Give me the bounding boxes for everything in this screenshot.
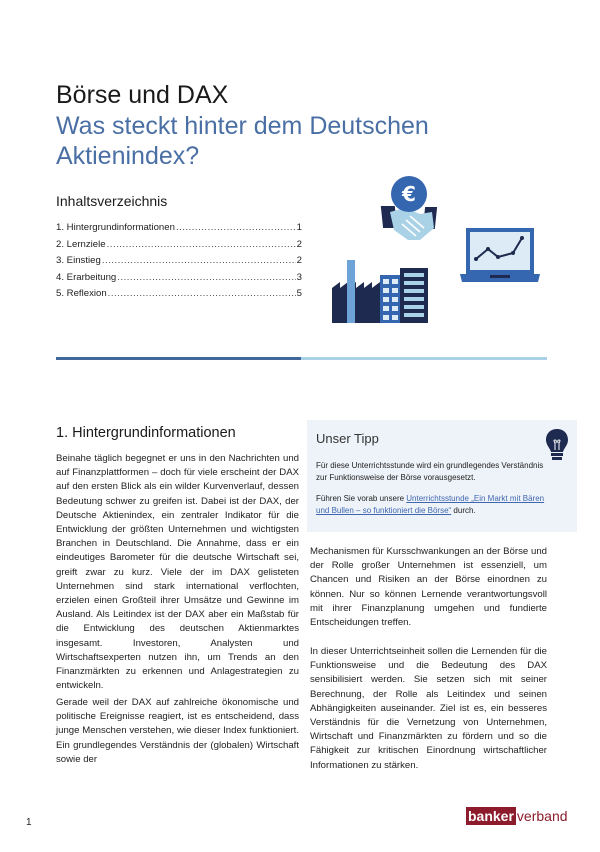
toc-item[interactable]: [56, 288, 302, 305]
page-number: 1: [26, 817, 32, 828]
tip-text-suffix: durch.: [451, 506, 476, 515]
divider-light: [301, 357, 547, 360]
tip-title: Unser Tipp: [316, 431, 379, 446]
lesson-link[interactable]: Unterrichtsstunde „Ein Markt mit Bären und Bullen – so funktioniert die Börse“: [316, 494, 545, 515]
toc-item-label: 4. Erarbeitung: [56, 271, 117, 283]
paragraph: Mechanismen für Kursschwankungen an der Börse und der Rolle großer Unternehmen ist essenziell, um Chancen und Risiken an der Börse einordnen zu können. Nur so können Lernende verantwortungsvoll mit ihrer Finanzplanung umgehen und fundierte Entscheidungen treffen.: [310, 546, 547, 629]
toc-item-label: 5. Reflexion: [56, 288, 107, 299]
toc-item-label: 1. Hintergrundinformationen: [56, 222, 175, 233]
paragraph: Gerade weil der DAX auf zahlreiche ökonomische und politische Ereignisse reagiert, ist es entscheidend, dass junge Menschen verstehen, wie dieser Index funktioniert. Ein grundlegendes Verständnis der (globalen) Wirtschaft sowie der: [56, 697, 299, 765]
factory-buildings-icon: [332, 260, 428, 323]
document-title: Börse und DAX: [56, 81, 229, 109]
logo-boxed-text: banker: [468, 808, 514, 824]
illustration: [320, 170, 580, 330]
toc-item[interactable]: [56, 222, 302, 239]
toc-item-page: 3: [296, 271, 302, 283]
toc-item-label: 3. Einstieg: [56, 255, 101, 266]
toc-item-page: 1: [296, 222, 302, 233]
toc-item-page: 2: [296, 255, 302, 266]
document-subtitle: Was steckt hinter dem Deutschen Aktienindex?: [56, 112, 429, 170]
divider-dark: [56, 357, 301, 360]
toc-leader-dots: [108, 288, 296, 299]
tip-text-prefix: Führen Sie vorab unsere: [316, 494, 407, 503]
toc-item-page: 5: [296, 288, 302, 299]
tip-text-2: [316, 493, 551, 517]
svg-text:€: €: [402, 182, 416, 206]
toc-leader-dots: [102, 255, 296, 266]
toc-item[interactable]: [56, 272, 302, 289]
lightbulb-icon: [545, 428, 569, 462]
euro-handshake-icon: [381, 176, 437, 240]
bankenverband-logo: [466, 806, 568, 826]
section-heading: 1. Hintergrundinformationen: [56, 425, 236, 441]
laptop-chart-icon: [460, 228, 540, 282]
toc-heading: Inhaltsverzeichnis: [56, 193, 168, 209]
toc-item-label: 2. Lernziele: [56, 238, 106, 250]
paragraph: In dieser Unterrichtseinheit sollen die Lernenden für die Funktionsweise und die Bedeutung des DAX sensibilisiert werden. Sie setzen sich mit seiner Berechnung, der Rolle als Leitindex und seinen Abhängigkeiten auseinander. Ziel ist es, ein besseres Verständnis für die Vernetzung von Unternehmen, Wirtschaft und Finanzmärkten zu fördern und so die Fähigkeit zur kritischen Einordnung wirtschaftlicher Informationen zu stärken.: [310, 646, 547, 771]
toc-leader-dots: [107, 239, 296, 250]
toc-item[interactable]: [56, 255, 302, 272]
toc-leader-dots: [117, 272, 295, 283]
logo-text: verband: [516, 808, 568, 824]
toc-item-page: 2: [296, 238, 302, 250]
paragraph: Beinahe täglich begegnet er uns in den Nachrichten und auf Finanzplattformen – doch für viele erscheint der DAX auf den ersten Blick als ein wilder Kurvenverlauf, dessen Bedeutung schwer zu greifen ist. Dabei ist der DAX, der Deutsche Aktienindex, ein zentraler Indikator für die Entwicklung der größten Unternehmen und wichtigsten Branchen in Deutschland. Die Annahme, dass er ein eindeutiges Barometer für die deutsche Wirtschaft sei, greift zwar zu kurz. Viele der im DAX gelisteten Unternehmen sind stark international verflochten, erzielen einen Großteil ihrer Umsätze und Gewinne im Ausland. Als Leitindex ist der DAX aber ein Maßstab für die Entwicklung des deutschen Aktienmarktes insgesamt. Investoren, Analysten und Wirtschaftsexperten nutzen ihn, um Trends an den Finanzmärkten zu erkennen und Anlagestrategien zu entwickeln.: [56, 453, 299, 692]
table-of-contents: [56, 222, 302, 305]
toc-leader-dots: [176, 222, 296, 233]
tip-text: Für diese Unterrichtsstunde wird ein grundlegendes Verständnis zur Funktionsweise der Börse vorausgesetzt.: [316, 461, 544, 482]
toc-item[interactable]: [56, 239, 302, 256]
